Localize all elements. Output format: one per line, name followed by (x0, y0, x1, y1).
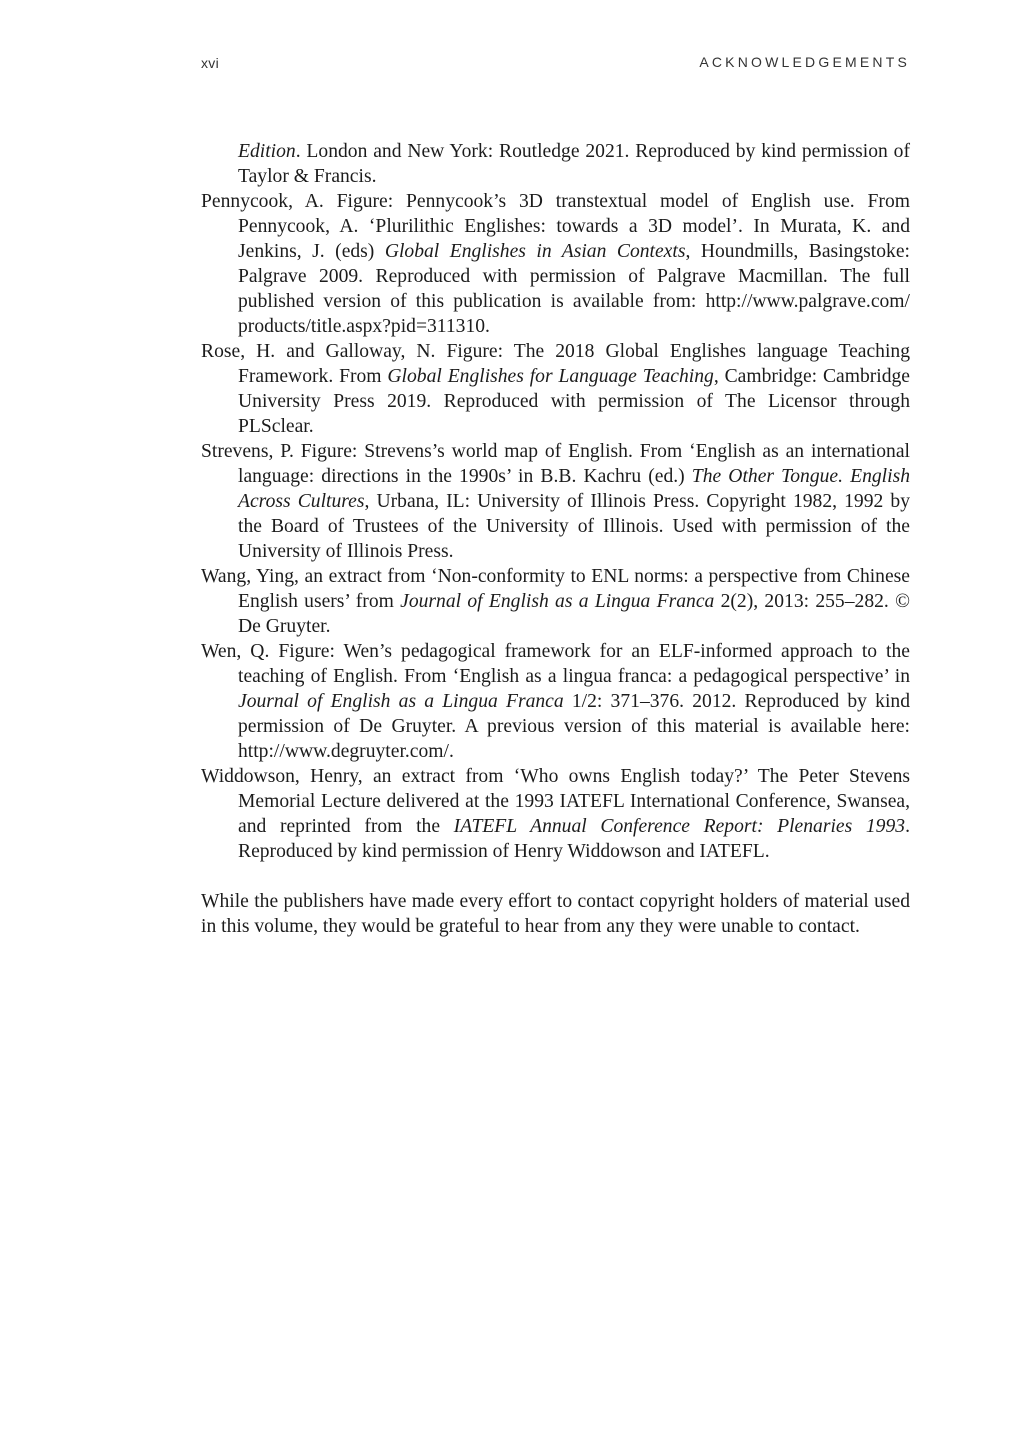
entry-text: . London and New York: Routledge 2021. Reproduced by kind permission of Taylor & Francis. (238, 141, 910, 187)
entry-text: Pennycook, A. Figure: Pennycook’s 3D transtextual model of English use. From Pennycook, A. ‘Plurilithic Englishes: towards a 3D model’. In Murata, K. and Jenkins, J. (eds) (201, 191, 910, 262)
acknowledgement-entry (201, 639, 910, 764)
acknowledgements-body (201, 139, 910, 939)
italic-title: Journal of English as a Lingua Franca (400, 591, 715, 612)
entry-text: Wang, Ying, an extract from ‘Non-conformity to ENL norms: a perspective from Chinese English users’ from (201, 566, 910, 612)
italic-title: The Other Tongue. English Across Cultures (238, 466, 910, 512)
section-title: ACKNOWLEDGEMENTS (699, 54, 910, 70)
entry-text: , Urbana, IL: University of Illinois Press. Copyright 1982, 1992 by the Board of Trustees of the University of Illinois. Used with permission of the University of Illinois Press. (238, 491, 910, 562)
closing-note: While the publishers have made every effort to contact copyright holders of material used in this volume, they would be grateful to hear from any they were unable to contact. (201, 891, 910, 937)
acknowledgement-entry (201, 339, 910, 439)
acknowledgement-entry (201, 189, 910, 339)
acknowledgement-entry (201, 139, 910, 189)
entry-text: Widdowson, Henry, an extract from ‘Who owns English today?’ The Peter Stevens Memorial Lecture delivered at the 1993 IATEFL International Conference, Swansea, and reprinted from the (201, 766, 910, 837)
acknowledgement-entry (201, 439, 910, 564)
italic-title: Journal of English as a Lingua Franca (238, 691, 564, 712)
acknowledgement-entry (201, 764, 910, 864)
italic-title: Global Englishes in Asian Contexts (384, 241, 686, 262)
entry-text: Strevens, P. Figure: Strevens’s world map of English. From ‘English as an international language: directions in the 1990s’ in B.B. Kachru (ed.) (201, 441, 910, 487)
entry-text: , Houndmills, Basingstoke: Palgrave 2009. Reproduced with permission of Palgrave Macmillan. The full published version of this publication is available from: http://www.palgrave​.com/ products/title.aspx?pid=311310. (238, 241, 910, 337)
running-head (201, 52, 910, 74)
acknowledgement-entry (201, 564, 910, 639)
acknowledgement-list (201, 139, 910, 864)
italic-title: IATEFL Annual Conference Report: Plenaries 1993 (453, 816, 906, 837)
entry-text: 1/2: 371–376. 2012. Reproduced by kind permission of De Gruyter. A previous version of this material is available here: http://www.degruyter.com/. (238, 691, 911, 762)
entry-text: Rose, H. and Galloway, N. Figure: The 2018 Global Englishes language Teaching Framework. From (201, 341, 910, 387)
entry-text: , Cambridge: Cambridge University Press 2019. Reproduced with permission of The Licensor through PLSclear. (238, 366, 911, 437)
italic-title: Edition (238, 141, 296, 162)
entry-text: . Reproduced by kind permission of Henry Widdowson and IATEFL. (238, 816, 910, 862)
entry-text: 2(2), 2013: 255–282. © De Gruyter. (238, 591, 910, 637)
entry-text: Wen, Q. Figure: Wen’s pedagogical framework for an ELF-informed approach to the teaching of English. From ‘English as a lingua franca: a pedagogical perspective’ in (201, 641, 910, 687)
italic-title: Global Englishes for Language Teaching (387, 366, 714, 387)
page-number: xvi (201, 55, 220, 71)
